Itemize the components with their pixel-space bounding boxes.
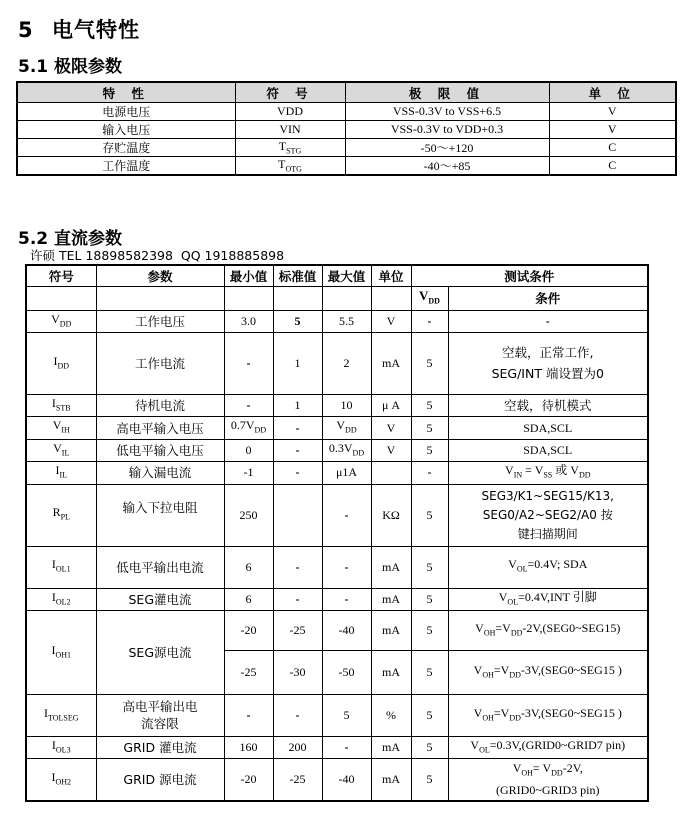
cell-symbol: $V_{IL}$ <box>26 439 96 461</box>
cell-symbol: $T_{OTG}$ <box>235 157 345 176</box>
cell-param: GRID 灌电流 <box>96 736 224 758</box>
cell-vdd: - <box>411 462 448 484</box>
table-row <box>26 694 648 736</box>
cell-symbol: $T_{STG}$ <box>235 139 345 157</box>
cell-min: - <box>224 332 273 394</box>
table-row <box>17 139 676 157</box>
cell-typ: - <box>273 588 322 610</box>
table-row <box>26 736 648 758</box>
cell-vdd: 5 <box>411 588 448 610</box>
cell-condition: $V_{IN} = V_{SS}$ 或 $V_{DD}$ <box>448 462 648 484</box>
cell-typ: -25 <box>273 759 322 801</box>
cell-symbol: $I_{OL2}$ <box>26 588 96 610</box>
cell-unit <box>371 462 411 484</box>
cell-max: - <box>322 736 371 758</box>
cell-param: SEG源电流 <box>96 610 224 694</box>
cell-condition: $V_{OL}=0.4V$; SDA <box>448 546 648 588</box>
cell-unit: V <box>371 439 411 461</box>
cell-typ: 1 <box>273 394 322 416</box>
table-row <box>26 588 648 610</box>
dc-parameters-table <box>25 264 649 802</box>
cell-symbol: $V_{DD}$ <box>26 310 96 332</box>
cell-symbol: $I_{OL3}$ <box>26 736 96 758</box>
header-unit: 单位 <box>371 265 411 287</box>
cell-limit: -50～+120 <box>345 139 549 157</box>
table-header-row <box>26 265 648 287</box>
section-number: 5 <box>18 18 34 42</box>
cell-condition: $V_{OL}=0.4V,INT$ 引脚 <box>448 588 648 610</box>
table-row <box>26 484 648 546</box>
cell-typ: 200 <box>273 736 322 758</box>
subheader-vdd: $V_{DD}$ <box>411 287 448 311</box>
cell-symbol: $I_{OH2}$ <box>26 759 96 801</box>
cell-param: 高电平输出电 流容限 <box>96 694 224 736</box>
cell-vdd: 5 <box>411 694 448 736</box>
header-symbol: 符 号 <box>235 82 345 103</box>
cell-vdd: - <box>411 310 448 332</box>
cell-unit: mA <box>371 588 411 610</box>
table-row <box>26 394 648 416</box>
cell-min: 0 <box>224 439 273 461</box>
cell-max: -40 <box>322 610 371 650</box>
section-heading <box>18 14 140 44</box>
cell-vdd: 5 <box>411 610 448 650</box>
cell-symbol: $I_{OH1}$ <box>26 610 96 694</box>
cell-vdd: 5 <box>411 650 448 694</box>
cell-param: 工作电流 <box>96 332 224 394</box>
cell-condition: - <box>448 310 648 332</box>
cell-vdd: 5 <box>411 439 448 461</box>
cell-limit: -40～+85 <box>345 157 549 176</box>
cell-typ: 1 <box>273 332 322 394</box>
contact-line: 许硕 TEL 18898582398 QQ 1918885898 <box>30 248 285 263</box>
cell-max: 10 <box>322 394 371 416</box>
cell-max: 5 <box>322 694 371 736</box>
cell-max: -50 <box>322 650 371 694</box>
cell-vdd: 5 <box>411 484 448 546</box>
table-row <box>26 439 648 461</box>
cell-condition: 空载，正常工作, SEG/INT 端设置为0 <box>448 332 648 394</box>
cell-name: 工作温度 <box>17 157 235 176</box>
cell-condition: SDA,SCL <box>448 439 648 461</box>
cell-vdd: 5 <box>411 759 448 801</box>
cell-min: 250 <box>224 484 273 546</box>
cell-condition: 空载，待机模式 <box>448 394 648 416</box>
cell-min: -20 <box>224 759 273 801</box>
cell-unit: C <box>549 139 676 157</box>
header-limit: 极 限 值 <box>345 82 549 103</box>
cell-param: 高电平输入电压 <box>96 417 224 439</box>
cell-vdd: 5 <box>411 332 448 394</box>
subheader-condition: 条件 <box>448 287 648 311</box>
cell-symbol: $I_{IL}$ <box>26 462 96 484</box>
cell-unit: V <box>371 310 411 332</box>
cell-unit: % <box>371 694 411 736</box>
cell-name: 电源电压 <box>17 103 235 121</box>
cell-condition: SEG3/K1~SEG15/K13, SEG0/A2~SEG2/A0 按 键扫描期间 <box>448 484 648 546</box>
cell-typ: - <box>273 439 322 461</box>
cell-unit: KΩ <box>371 484 411 546</box>
cell-symbol: $I_{TOLSEG}$ <box>26 694 96 736</box>
cell-min: -20 <box>224 610 273 650</box>
cell-condition: $V_{OL}=0.3V,(GRID0\sim GRID7$ pin) <box>448 736 648 758</box>
cell-typ: - <box>273 546 322 588</box>
cell-limit: VSS-0.3V to VSS+6.5 <box>345 103 549 121</box>
cell-max: 5.5 <box>322 310 371 332</box>
cell-max: 2 <box>322 332 371 394</box>
cell-unit: mA <box>371 546 411 588</box>
cell-name: 输入电压 <box>17 121 235 139</box>
cell-vdd: 5 <box>411 546 448 588</box>
header-min: 最小值 <box>224 265 273 287</box>
cell-limit: VSS-0.3V to VDD+0.3 <box>345 121 549 139</box>
cell-typ: -25 <box>273 610 322 650</box>
cell-condition: SDA,SCL <box>448 417 648 439</box>
cell-param: 输入下拉电阻 <box>96 484 224 546</box>
table-row <box>26 759 648 801</box>
cell-condition: $V_{OH}= V_{DD}-2V$, (GRID0~GRID3 pin) <box>448 759 648 801</box>
table-row <box>26 462 648 484</box>
header-test-conditions: 测试条件 <box>411 265 648 287</box>
cell-vdd: 5 <box>411 736 448 758</box>
absolute-ratings-table <box>16 81 677 176</box>
cell-typ: - <box>273 417 322 439</box>
cell-condition: $V_{OH}=V_{DD}-2V,(SEG0\sim SEG15)$ <box>448 610 648 650</box>
cell-min: - <box>224 394 273 416</box>
subsection-title-absolute-ratings: 5.1 极限参数 <box>18 57 123 77</box>
cell-typ <box>273 484 322 546</box>
table-row <box>26 546 648 588</box>
header-param: 参数 <box>96 265 224 287</box>
cell-symbol: $I_{DD}$ <box>26 332 96 394</box>
table-row <box>17 103 676 121</box>
cell-param: 低电平输入电压 <box>96 439 224 461</box>
cell-max: $V_{DD}$ <box>322 417 371 439</box>
cell-typ: 5 <box>273 310 322 332</box>
header-unit: 单 位 <box>549 82 676 103</box>
cell-min: 6 <box>224 546 273 588</box>
table-row <box>26 310 648 332</box>
cell-unit: mA <box>371 650 411 694</box>
table-row <box>26 332 648 394</box>
cell-min: 6 <box>224 588 273 610</box>
cell-param: 待机电流 <box>96 394 224 416</box>
cell-max: $0.3V_{DD}$ <box>322 439 371 461</box>
subsection-title-dc-parameters: 5.2 直流参数 <box>18 229 123 249</box>
header-typ: 标准值 <box>273 265 322 287</box>
cell-min: - <box>224 694 273 736</box>
cell-unit: V <box>549 103 676 121</box>
section-title: 电气特性 <box>52 18 140 42</box>
cell-symbol: VIN <box>235 121 345 139</box>
cell-max: μ1A <box>322 462 371 484</box>
cell-max: -40 <box>322 759 371 801</box>
cell-unit: mA <box>371 736 411 758</box>
cell-param: GRID 源电流 <box>96 759 224 801</box>
cell-max: - <box>322 546 371 588</box>
cell-symbol: $I_{STB}$ <box>26 394 96 416</box>
cell-symbol: $R_{PL}$ <box>26 484 96 546</box>
cell-min: -1 <box>224 462 273 484</box>
header-symbol: 符号 <box>26 265 96 287</box>
header-characteristic: 特 性 <box>17 82 235 103</box>
cell-max: - <box>322 588 371 610</box>
table-header-row <box>17 82 676 103</box>
cell-symbol: $V_{IH}$ <box>26 417 96 439</box>
cell-unit: C <box>549 157 676 176</box>
cell-unit: mA <box>371 759 411 801</box>
table-subheader-row <box>26 287 648 311</box>
cell-condition: $V_{OH}=V_{DD}-3V,(SEG0\sim SEG15$ ) <box>448 650 648 694</box>
cell-param: 输入漏电流 <box>96 462 224 484</box>
table-row <box>17 157 676 176</box>
cell-symbol: $I_{OL1}$ <box>26 546 96 588</box>
cell-typ: - <box>273 694 322 736</box>
cell-param: 低电平输出电流 <box>96 546 224 588</box>
table-row <box>26 417 648 439</box>
cell-min: 160 <box>224 736 273 758</box>
cell-unit: V <box>549 121 676 139</box>
cell-min: $0.7V_{DD}$ <box>224 417 273 439</box>
table-row <box>26 610 648 650</box>
cell-unit: μ A <box>371 394 411 416</box>
cell-min: -25 <box>224 650 273 694</box>
cell-symbol: VDD <box>235 103 345 121</box>
cell-unit: mA <box>371 610 411 650</box>
cell-param: SEG灌电流 <box>96 588 224 610</box>
cell-name: 存贮温度 <box>17 139 235 157</box>
cell-vdd: 5 <box>411 417 448 439</box>
cell-vdd: 5 <box>411 394 448 416</box>
cell-param: 工作电压 <box>96 310 224 332</box>
cell-max: - <box>322 484 371 546</box>
cell-min: 3.0 <box>224 310 273 332</box>
header-max: 最大值 <box>322 265 371 287</box>
cell-unit: V <box>371 417 411 439</box>
cell-unit: mA <box>371 332 411 394</box>
cell-typ: - <box>273 462 322 484</box>
cell-condition: $V_{OH}=V_{DD}-3V,(SEG0\sim SEG15$ ) <box>448 694 648 736</box>
cell-typ: -30 <box>273 650 322 694</box>
table-row <box>17 121 676 139</box>
